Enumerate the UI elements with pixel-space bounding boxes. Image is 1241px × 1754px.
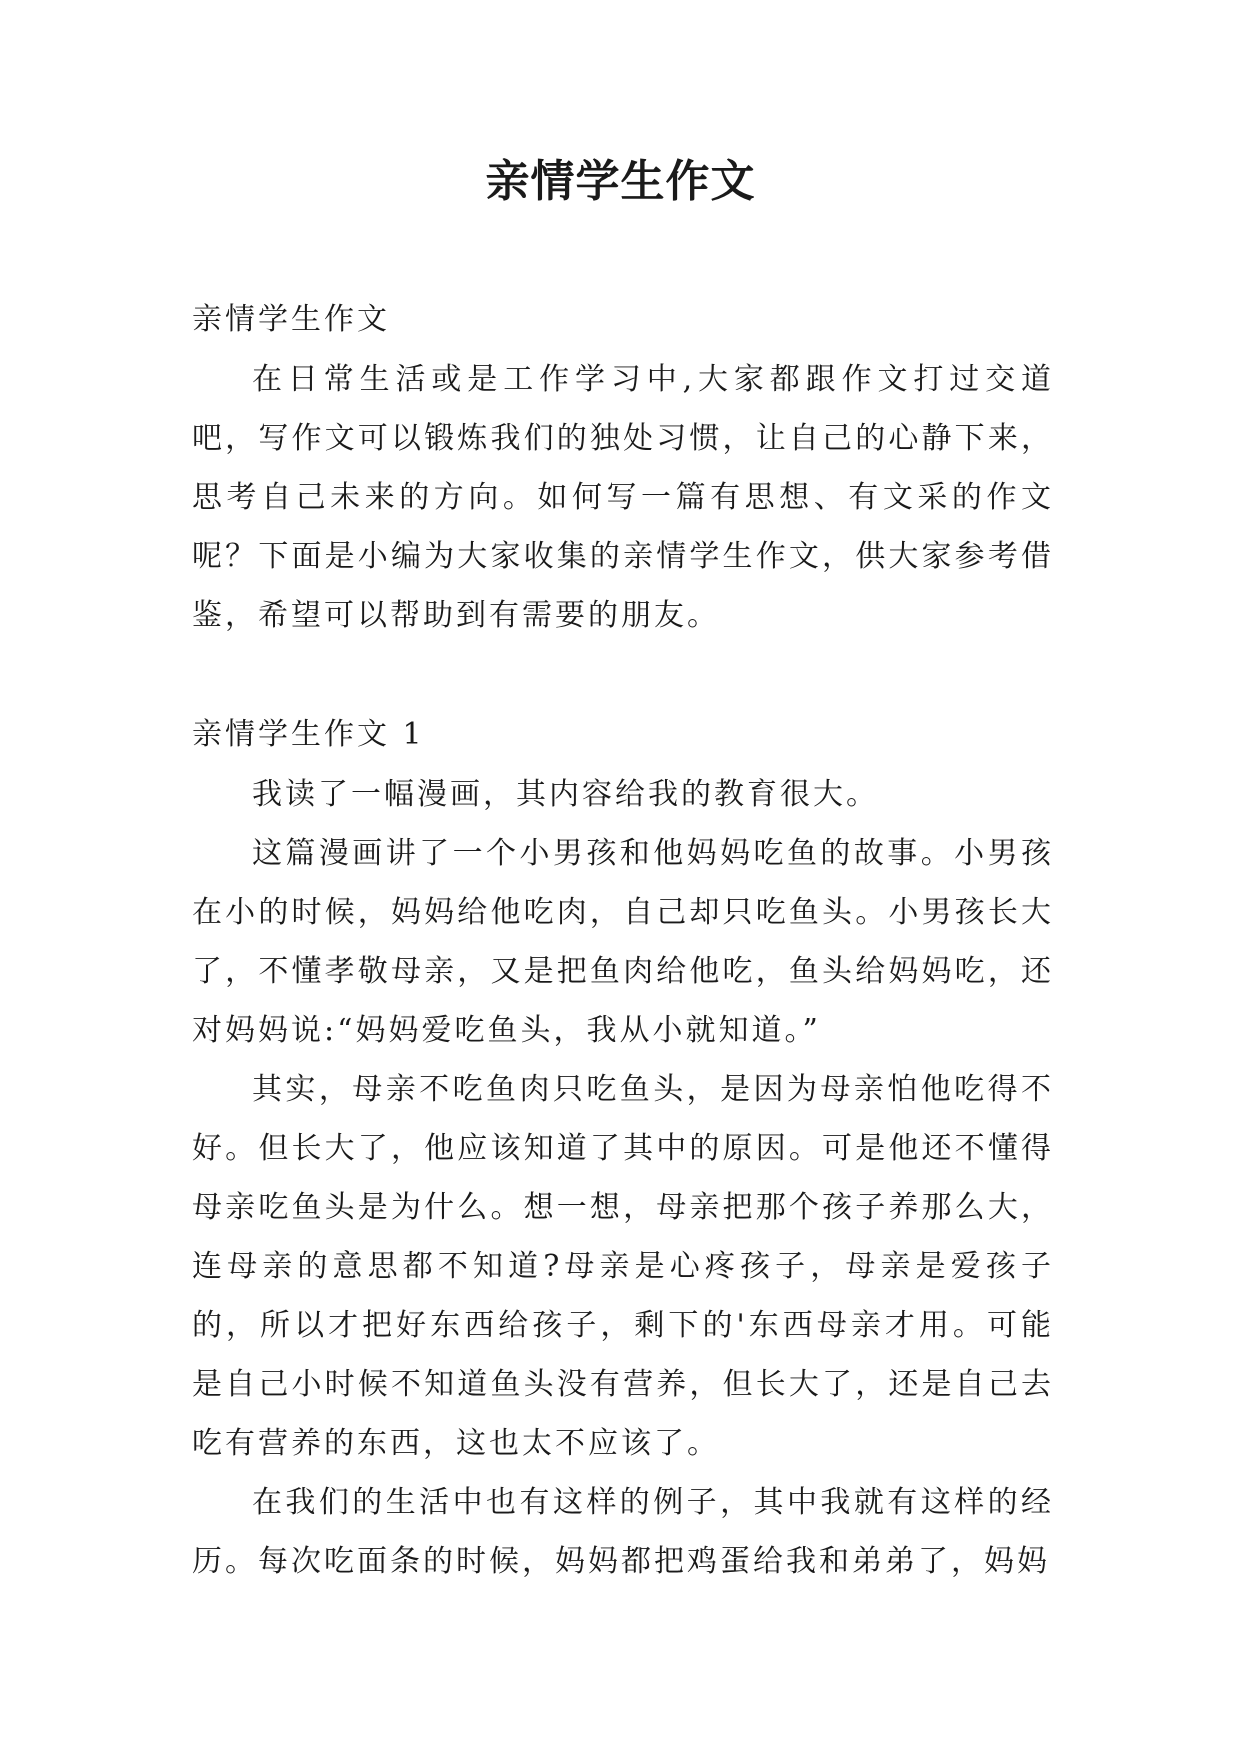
essay1-paragraph-4: 在我们的生活中也有这样的例子，其中我就有这样的经历。每次吃面条的时候，妈妈都把鸡蛋给我和弟弟了，妈妈 [192,1485,1054,1579]
essay1-heading: 亲情学生作文 1 [192,717,425,752]
essay1-paragraph-1: 我读了一幅漫画，其内容给我的教育很大。 [252,777,879,812]
intro-paragraph: 在日常生活或是工作学习中,大家都跟作文打过交道吧，写作文可以锻炼我们的独处习惯，让自己的心静下来，思考自己未来的方向。如何写一篇有思想、有文采的作文呢？下面是小编为大家收集的亲情学生作文，供大家参考借鉴，希望可以帮助到有需要的朋友。 [192,362,1054,633]
essay1-paragraph-2: 这篇漫画讲了一个小男孩和他妈妈吃鱼的故事。小男孩在小的时候，妈妈给他吃肉，自己却只吃鱼头。小男孩长大了，不懂孝敬母亲，又是把鱼肉给他吃，鱼头给妈妈吃，还对妈妈说:“妈妈爱吃鱼头，我从小就知道。” [192,836,1054,1048]
section-gap [192,645,1054,705]
essay1-paragraph-3: 其实，母亲不吃鱼肉只吃鱼头，是因为母亲怕他吃得不好。但长大了，他应该知道了其中的原因。可是他还不懂得母亲吃鱼头是为什么。想一想，母亲把那个孩子养那么大，连母亲的意思都不知道?母亲是心疼孩子，母亲是爱孩子的，所以才把好东西给孩子，剩下的'东西母亲才用。可能是自己小时候不知道鱼头没有营养，但长大了，还是自己去吃有营养的东西，这也太不应该了。 [192,1072,1054,1461]
document-title: 亲情学生作文 [485,156,756,207]
document-body [192,290,1054,1591]
intro-heading: 亲情学生作文 [192,302,390,337]
